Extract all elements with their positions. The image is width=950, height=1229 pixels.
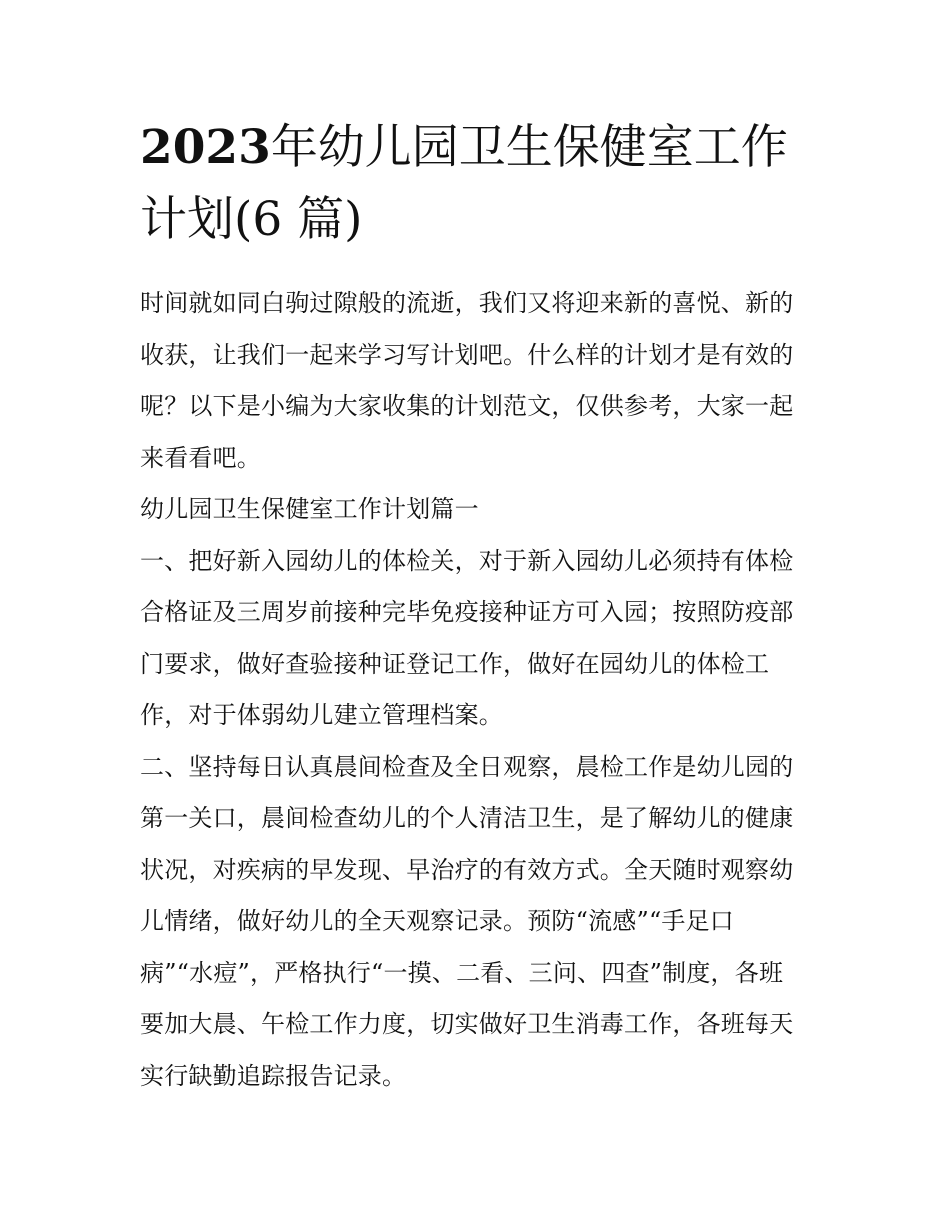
document-title <box>140 112 820 256</box>
body-line: 作，对于体弱幼儿建立管理档案。 <box>140 701 503 729</box>
body-line: 二、坚持每日认真晨间检查及全日观察，晨检工作是幼儿园的 <box>140 752 794 781</box>
title-text: 计划(6 篇) <box>140 192 363 247</box>
body-line: 合格证及三周岁前接种完毕免疫接种证方可入园；按照防疫部 <box>140 598 794 626</box>
body-line: 一、把好新入园幼儿的体检关，对于新入园幼儿必须持有体检 <box>140 546 794 575</box>
body-line: 收获，让我们一起来学习写计划吧。什么样的计划才是有效的 <box>140 340 794 369</box>
title-line-2 <box>140 184 820 256</box>
body-line: 来看看吧。 <box>140 443 261 472</box>
body-line: 门要求，做好查验接种证登记工作，做好在园幼儿的体检工 <box>140 649 770 678</box>
title-line-1 <box>140 112 820 184</box>
body-line: 时间就如同白驹过隙般的流逝，我们又将迎来新的喜悦、新的 <box>140 289 794 317</box>
body-line: 儿情绪，做好幼儿的全天观察记录。预防“流感”“手足口 <box>140 907 735 935</box>
body-line: 病”“水痘”，严格执行“一摸、二看、三问、四查”制度，各班 <box>140 958 784 987</box>
body-line: 实行缺勤追踪报告记录。 <box>140 1061 407 1090</box>
body-line: 第一关口，晨间检查幼儿的个人清洁卫生，是了解幼儿的健康 <box>140 804 794 832</box>
body-line: 要加大晨、午检工作力度，切实做好卫生消毒工作，各班每天 <box>140 1010 794 1038</box>
document-body <box>140 278 820 1102</box>
body-line: 状况，对疾病的早发现、早治疗的有效方式。全天随时观察幼 <box>140 855 794 884</box>
title-text: 年幼儿园卫生保健室工作 <box>270 120 788 175</box>
title-year: 2023 <box>140 120 271 175</box>
body-line: 呢？以下是小编为大家收集的计划范文，仅供参考，大家一起 <box>140 392 794 420</box>
section-heading: 幼儿园卫生保健室工作计划篇一 <box>140 495 479 523</box>
